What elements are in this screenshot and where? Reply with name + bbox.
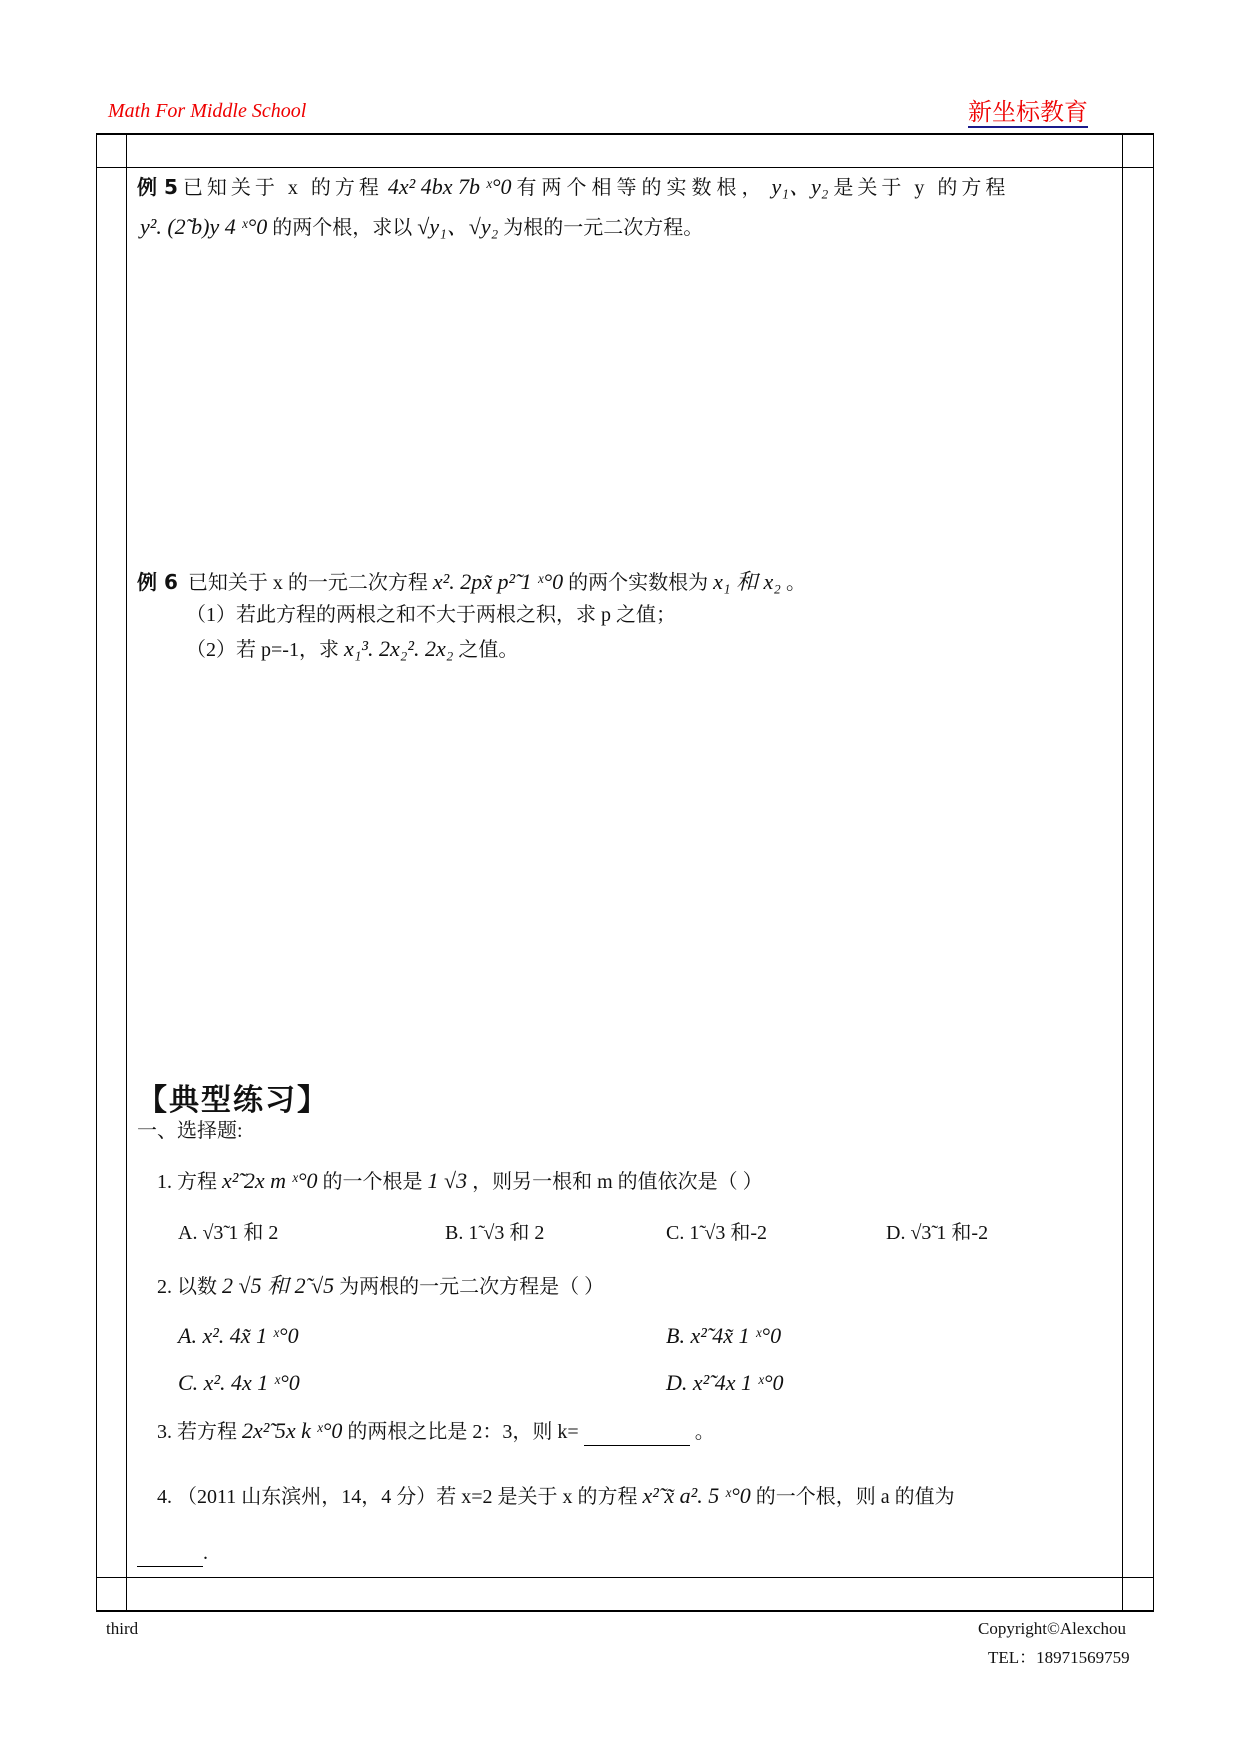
q2-option-c: C. x². 4x 1 ˣ°0	[178, 1370, 300, 1395]
q2-option-d: D. x²̃ 4x 1 ˣ°0	[666, 1370, 784, 1395]
q3-equation: 2x²̃ 5x k ˣ°0	[242, 1418, 343, 1443]
table-inner-left-border	[126, 133, 127, 1612]
table-top-border	[96, 133, 1154, 135]
question-3	[157, 1418, 715, 1446]
table-inner-right-border	[1122, 133, 1123, 1612]
example5-equation: 4x² 4bx 7b ˣ°0	[387, 174, 512, 199]
q4-equation: x²̃ x̃ a². 5 ˣ°0	[642, 1483, 751, 1508]
q2-equation: 2 √5 和 2̃ √5	[222, 1273, 335, 1298]
table-bottom-border	[96, 1610, 1154, 1612]
q1-option-c: C. 1̃ √3 和-2	[666, 1222, 767, 1244]
example5-text: 为根的一元二次方程。	[503, 217, 704, 239]
example5-text: 已知关于 x 的方程	[182, 177, 383, 199]
table-left-border	[96, 133, 97, 1612]
example5-line1	[137, 174, 1009, 201]
example5-vars: y₁、y₂	[771, 174, 829, 199]
q2-option-a: A. x². 4x̃ 1 ˣ°0	[178, 1323, 299, 1348]
example5-text: 是关于 y 的方程	[833, 177, 1010, 199]
example6-vars: x₁ 和 x₂	[713, 569, 781, 594]
section-subtitle: 一、选择题:	[137, 1120, 243, 1142]
q4-text: .	[203, 1542, 208, 1564]
q1-text: 的一个根是	[322, 1171, 423, 1193]
header-left-title: Math For Middle School	[108, 100, 307, 122]
q2-option-b: B. x²̃ 4x̃ 1 ˣ°0	[666, 1323, 782, 1348]
header-brand-link[interactable]: 新坐标教育	[968, 98, 1088, 126]
q4-answer-line	[137, 1540, 208, 1567]
question-2	[157, 1273, 604, 1300]
q3-text: 的两根之比是 2：3，则 k=	[347, 1421, 579, 1443]
example5-equation: y². (2̃ b)y 4 ˣ°0	[140, 214, 268, 239]
example6-equation: x₁³. 2x₂². 2x₂	[343, 636, 454, 661]
example5-text: 的两个根，求以	[272, 217, 413, 239]
q4-text: 4. （2011 山东滨州，14，4 分）若 x=2 是关于 x 的方程	[157, 1486, 638, 1508]
example6-text: 之值。	[458, 639, 519, 661]
example5-roots: √y₁、√y₂	[417, 214, 499, 239]
example6-text: 。	[785, 572, 806, 594]
q1-option-b: B. 1̃ √3 和 2	[445, 1222, 545, 1244]
q1-text: 1. 方程	[157, 1171, 217, 1193]
question-1	[157, 1168, 763, 1195]
table-row-divider	[96, 167, 1154, 168]
q4-answer-blank[interactable]	[137, 1540, 203, 1567]
example6-text: （2）若 p=-1，求	[186, 639, 339, 661]
q2-text: 为两根的一元二次方程是（ ）	[339, 1276, 605, 1298]
footer-left: third	[106, 1619, 139, 1638]
q2-text: 2. 以数	[157, 1276, 217, 1298]
question-4	[157, 1483, 955, 1510]
q1-option-d: D. √3̃ 1 和-2	[886, 1222, 989, 1244]
q3-text: 3. 若方程	[157, 1421, 237, 1443]
q1-equation: x²̃ 2x m ˣ°0	[222, 1168, 318, 1193]
table-right-border	[1153, 133, 1154, 1612]
q4-text: 的一个根，则 a 的值为	[755, 1486, 955, 1508]
example6-part1: （1）若此方程的两根之和不大于两根之积，求 p 之值；	[186, 604, 676, 626]
q1-option-a: A. √3̃ 1 和 2	[178, 1222, 279, 1244]
example6-label: 例 6	[137, 570, 178, 594]
q1-text: ，则另一根和 m 的值依次是（ ）	[472, 1171, 763, 1193]
example6-text: 的两个实数根为	[568, 572, 709, 594]
example5-line2	[140, 214, 703, 241]
q3-answer-blank[interactable]	[584, 1419, 690, 1446]
q1-root: 1 √3	[427, 1168, 468, 1193]
footer-tel: TEL：18971569759	[988, 1648, 1130, 1667]
section-title: 【典型练习】	[137, 1083, 329, 1118]
footer-copyright: Copyright©Alexchou	[978, 1619, 1126, 1638]
q3-text: 。	[694, 1421, 715, 1443]
table-row-divider	[96, 1577, 1154, 1578]
example6-part2	[186, 636, 518, 663]
example6-stem	[137, 569, 806, 596]
example5-text: 有两个相等的实数根，	[516, 177, 767, 199]
example6-equation: x². 2px̃ p²̃ 1 ˣ°0	[432, 569, 564, 594]
example6-text: 已知关于 x 的一元二次方程	[187, 572, 428, 594]
example5-label: 例 5	[137, 175, 178, 199]
